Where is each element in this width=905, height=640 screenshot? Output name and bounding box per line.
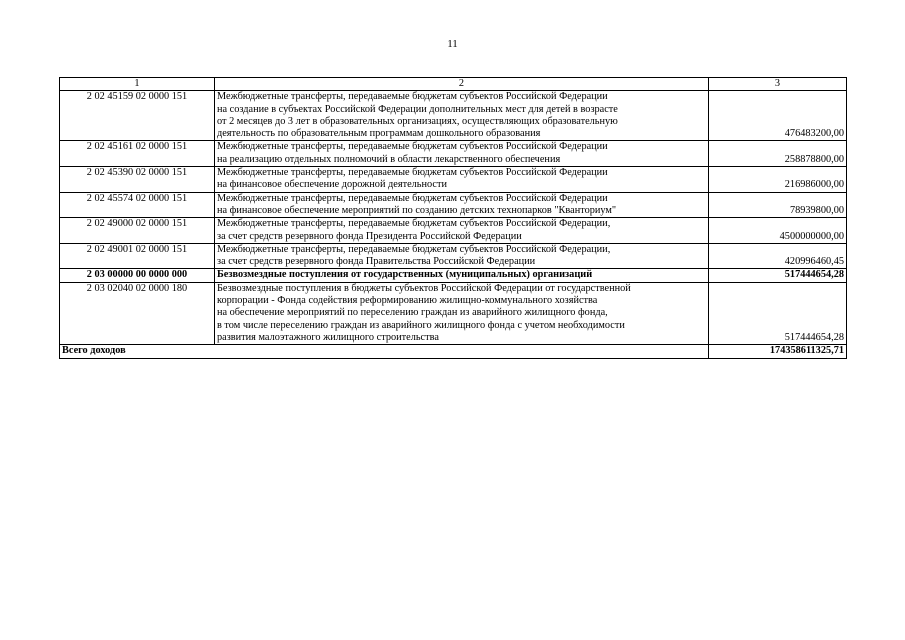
description-line: на обеспечение мероприятий по переселению граждан из аварийного жилищного фонда, xyxy=(217,307,608,319)
amount-cell: 420996460,45 xyxy=(709,243,847,269)
description-line: в том числе переселению граждан из аварийного жилищного фонда с учетом необходимости xyxy=(217,319,625,331)
description-cell xyxy=(215,218,709,244)
description-line: за счет средств резервного фонда Правительства Российской Федерации xyxy=(217,256,536,268)
description-cell xyxy=(215,192,709,218)
amount-cell: 517444654,28 xyxy=(709,269,847,282)
description-line: Межбюджетные трансферты, передаваемые бюджетам субъектов Российской Федерации xyxy=(217,167,608,179)
amount-cell: 4500000000,00 xyxy=(709,218,847,244)
budget-code-cell: 2 02 45390 02 0000 151 xyxy=(60,167,215,193)
revenue-table xyxy=(59,77,847,359)
table-row xyxy=(60,243,847,269)
total-label: Всего доходов xyxy=(60,345,709,358)
description-line: на реализацию отдельных полномочий в области лекарственного обеспечения xyxy=(217,153,561,165)
budget-code-cell: 2 02 49000 02 0000 151 xyxy=(60,218,215,244)
description-line: Межбюджетные трансферты, передаваемые бюджетам субъектов Российской Федерации, xyxy=(217,218,611,230)
description-cell xyxy=(215,91,709,141)
description-cell xyxy=(215,141,709,167)
table-row xyxy=(60,218,847,244)
budget-code-cell: 2 02 45159 02 0000 151 xyxy=(60,91,215,141)
description-line: Межбюджетные трансферты, передаваемые бюджетам субъектов Российской Федерации xyxy=(217,91,608,103)
description-line: на финансовое обеспечение мероприятий по созданию детских технопарков "Кванториум" xyxy=(217,204,617,216)
description-cell xyxy=(215,167,709,193)
column-header-1: 1 xyxy=(60,78,215,91)
description-line: на создание в субъектах Российской Федерации дополнительных мест для детей в возрасте xyxy=(217,103,618,115)
description-line: корпорации - Фонда содействия реформированию жилищно-коммунального хозяйства xyxy=(217,295,598,307)
budget-code-cell: 2 02 45574 02 0000 151 xyxy=(60,192,215,218)
total-amount: 174358611325,71 xyxy=(709,345,847,358)
description-cell xyxy=(215,243,709,269)
description-line: Межбюджетные трансферты, передаваемые бюджетам субъектов Российской Федерации, xyxy=(217,243,611,255)
table-header-row xyxy=(60,78,847,91)
total-row xyxy=(60,345,847,358)
description-line: Безвозмездные поступления в бюджеты субъектов Российской Федерации от государственной xyxy=(217,282,631,294)
description-cell xyxy=(215,269,709,282)
table-row xyxy=(60,141,847,167)
table-row xyxy=(60,167,847,193)
amount-cell: 517444654,28 xyxy=(709,282,847,344)
amount-cell: 78939800,00 xyxy=(709,192,847,218)
description-line: деятельность по образовательным программам дошкольного образования xyxy=(217,128,541,140)
description-line: от 2 месяцев до 3 лет в образовательных организациях, осуществляющих образовательную xyxy=(217,115,618,127)
table-row xyxy=(60,91,847,141)
page-number: 11 xyxy=(447,38,458,50)
column-header-2: 2 xyxy=(215,78,709,91)
amount-cell: 476483200,00 xyxy=(709,91,847,141)
description-line: за счет средств резервного фонда Президента Российской Федерации xyxy=(217,230,522,242)
description-line: Безвозмездные поступления от государственных (муниципальных) организаций xyxy=(217,269,593,281)
budget-code-cell: 2 03 00000 00 0000 000 xyxy=(60,269,215,282)
budget-code-cell: 2 02 49001 02 0000 151 xyxy=(60,243,215,269)
column-header-3: 3 xyxy=(709,78,847,91)
budget-code-cell: 2 02 45161 02 0000 151 xyxy=(60,141,215,167)
description-line: Межбюджетные трансферты, передаваемые бюджетам субъектов Российской Федерации xyxy=(217,141,608,153)
table-row xyxy=(60,269,847,282)
description-line: развития малоэтажного жилищного строительства xyxy=(217,331,439,343)
description-cell xyxy=(215,282,709,344)
description-line: на финансовое обеспечение дорожной деятельности xyxy=(217,179,447,191)
table-row xyxy=(60,282,847,344)
budget-code-cell: 2 03 02040 02 0000 180 xyxy=(60,282,215,344)
amount-cell: 216986000,00 xyxy=(709,167,847,193)
description-line: Межбюджетные трансферты, передаваемые бюджетам субъектов Российской Федерации xyxy=(217,192,608,204)
table-row xyxy=(60,192,847,218)
amount-cell: 258878800,00 xyxy=(709,141,847,167)
